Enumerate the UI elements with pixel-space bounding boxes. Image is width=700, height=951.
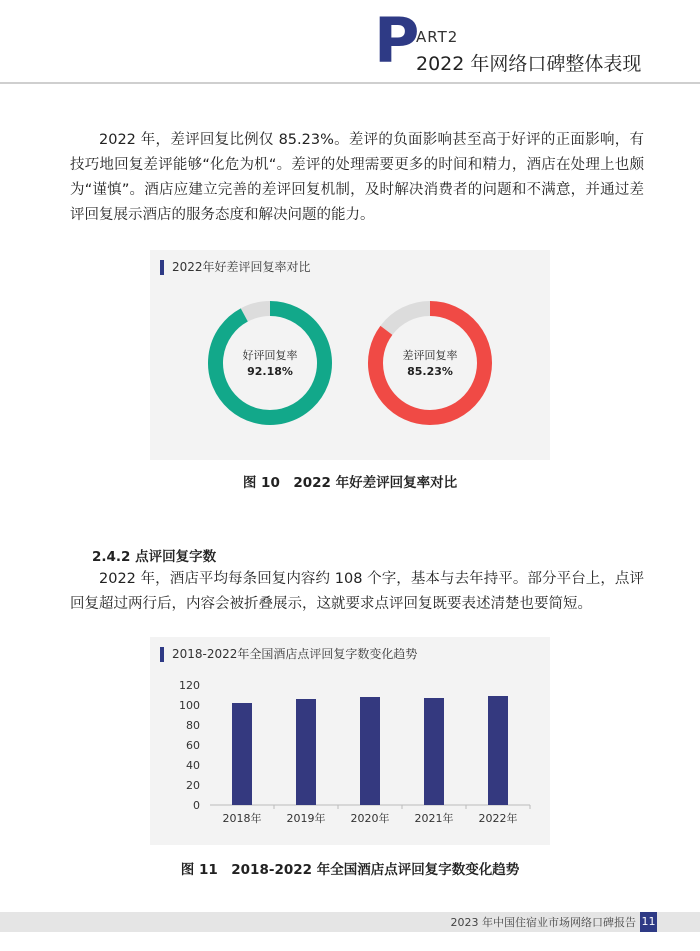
y-tick-label: 0: [193, 799, 200, 812]
part-letter: P: [374, 4, 420, 77]
donut-chart: [150, 250, 550, 460]
page-number: 11: [640, 912, 657, 932]
y-tick-label: 120: [179, 679, 200, 692]
donut-value-slice: [216, 309, 325, 418]
bar: [424, 698, 444, 805]
donut-label: 好评回复率: [242, 349, 298, 362]
paragraph-reply-ratio: [70, 128, 644, 228]
paragraph-text: 2022 年，差评回复比例仅 85.23%。差评的负面影响甚至高于好评的正面影响，有技巧地回复差评能够“化危为机“。差评的处理需要更多的时间和精力，酒店在处理上也颇为“谨慎”。酒店应建立完善的差评回复机制，及时解决消费者的问题和不满意，并通过差评回复展示酒店的服务态度和解决问题的能力。: [70, 132, 644, 223]
paragraph-text: 2022 年，酒店平均每条回复内容约 108 个字，基本与去年持平。部分平台上，点评回复超过两行后，内容会被折叠展示，这就要求点评回复既要表述清楚也要简短。: [70, 571, 644, 612]
header-divider: [0, 82, 700, 84]
x-tick-label: 2019年: [286, 812, 326, 825]
donut-value-label: 92.18%: [247, 365, 293, 378]
y-tick-label: 100: [179, 699, 200, 712]
bar-chart-panel: [150, 637, 550, 845]
figure-caption-11: 图 11 2018-2022 年全国酒店点评回复字数变化趋势: [180, 862, 520, 878]
bar-chart: [150, 637, 550, 845]
donut-remainder-slice: [244, 309, 270, 315]
y-tick-label: 20: [186, 779, 200, 792]
part-label: ART2: [416, 28, 459, 46]
section-heading: 2.4.2 点评回复字数: [92, 549, 217, 565]
figure-caption-10: 图 10 2022 年好差评回复率对比: [242, 475, 458, 491]
y-tick-label: 80: [186, 719, 200, 732]
donut-label: 差评回复率: [402, 349, 458, 362]
chapter-title: 2022 年网络口碑整体表现: [416, 53, 642, 75]
chart-title: 2018-2022年全国酒店点评回复字数变化趋势: [160, 647, 417, 662]
page-header: [0, 0, 700, 90]
donut-remainder-slice: [386, 309, 430, 331]
bar: [488, 696, 508, 805]
bar: [296, 699, 316, 805]
bar: [360, 697, 380, 805]
x-tick-label: 2022年: [478, 812, 518, 825]
donut-value-label: 85.23%: [407, 365, 453, 378]
x-tick-label: 2020年: [350, 812, 390, 825]
footer-report-title: 2023 年中国住宿业市场网络口碑报告: [450, 916, 636, 929]
chart-title: 2022年好差评回复率对比: [160, 260, 311, 275]
y-tick-label: 40: [186, 759, 200, 772]
donut-chart-panel: [150, 250, 550, 460]
x-tick-label: 2018年: [222, 812, 262, 825]
x-tick-label: 2021年: [414, 812, 454, 825]
bar: [232, 703, 252, 805]
paragraph-reply-length: [70, 567, 644, 617]
y-tick-label: 60: [186, 739, 200, 752]
